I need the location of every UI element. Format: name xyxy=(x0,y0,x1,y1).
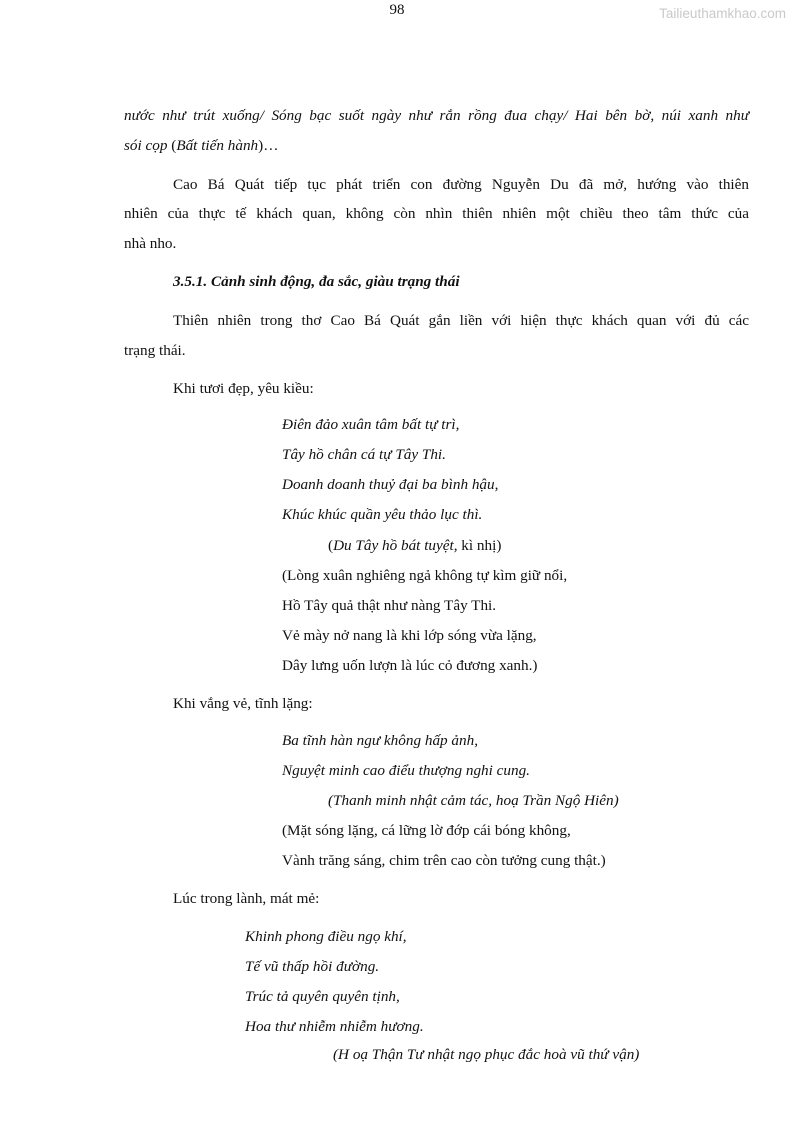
section1-translation-line: Dây lưng uốn lượn là lúc cỏ đương xanh.) xyxy=(282,657,538,674)
section1-intro: Khi tươi đẹp, yêu kiều: xyxy=(173,380,314,397)
section2-source: (Thanh minh nhật cảm tác, hoạ Trần Ngộ Hiên) xyxy=(328,792,619,809)
intro-quote-open: ( xyxy=(167,137,177,154)
section2-poem-line: Nguyệt minh cao điểu thượng nghi cung. xyxy=(282,762,530,779)
para1-line-1: Cao Bá Quát tiếp tục phát triển con đường Nguyễn Du đã mở, hướng vào thiên xyxy=(173,176,749,193)
section1-poem-line: Doanh doanh thuỷ đại ba bình hậu, xyxy=(282,476,499,493)
section1-poem-line: Khúc khúc quần yêu thảo lục thì. xyxy=(282,506,483,523)
para1-line-2: nhiên của thực tế khách quan, không còn nhìn thiên nhiên một chiều theo tâm thức của xyxy=(124,205,749,222)
section3-poem-line: Trúc tả quyên quyên tịnh, xyxy=(245,988,400,1005)
section3-poem-line: Hoa thư nhiễm nhiễm hương. xyxy=(245,1018,424,1035)
section3-poem-line: Khinh phong điều ngọ khí, xyxy=(245,928,407,945)
section1-translation-line: (Lòng xuân nghiêng ngả không tự kìm giữ nổi, xyxy=(282,567,568,584)
section1-source-title: Du Tây hồ bát tuyệt, xyxy=(333,537,458,554)
para1-line-3: nhà nho. xyxy=(124,235,177,252)
section1-translation-line: Vẻ mày nở nang là khi lớp sóng vừa lặng, xyxy=(282,627,537,644)
section3-source: (H oạ Thận Tư nhật ngọ phục đắc hoà vũ thứ vận) xyxy=(333,1046,640,1063)
section1-poem-line: Tây hồ chân cá tự Tây Thi. xyxy=(282,446,446,463)
intro-quote-source: Bất tiến hành xyxy=(176,137,259,154)
section1-source-rest: kì nhị) xyxy=(457,537,502,554)
para2-line-1: Thiên nhiên trong thơ Cao Bá Quát gắn liền với hiện thực khách quan với đủ các xyxy=(173,312,749,329)
section2-poem-line: Ba tĩnh hàn ngư không hấp ảnh, xyxy=(282,732,479,749)
section1-poem-line: Điên đảo xuân tâm bất tự trì, xyxy=(282,416,460,433)
intro-quote-italic: sói cọp xyxy=(124,137,168,154)
para2-line-2: trạng thái. xyxy=(124,342,186,359)
section1-source xyxy=(328,537,501,555)
section1-source-open: ( xyxy=(328,537,334,554)
page-number: 98 xyxy=(389,2,405,18)
section1-translation-line: Hồ Tây quả thật như nàng Tây Thi. xyxy=(282,597,497,614)
section2-translation-line: Vành trăng sáng, chim trên cao còn tưởng cung thật.) xyxy=(282,852,606,869)
section-heading: 3.5.1. Cảnh sinh động, đa sắc, giàu trạng thái xyxy=(173,273,460,290)
section3-intro: Lúc trong lành, mát mẻ: xyxy=(173,890,320,907)
section2-intro: Khi vắng vẻ, tĩnh lặng: xyxy=(173,695,313,712)
watermark: Tailieuthamkhao.com xyxy=(659,6,786,21)
intro-quote-line-1: nước như trút xuống/ Sóng bạc suốt ngày như rắn rồng đua chạy/ Hai bên bờ, núi xanh như xyxy=(124,107,749,124)
intro-quote-close: )… xyxy=(258,137,279,154)
section3-poem-line: Tế vũ thấp hồi đường. xyxy=(245,958,380,975)
section2-translation-line: (Mặt sóng lặng, cá lững lờ đớp cái bóng không, xyxy=(282,822,571,839)
intro-quote-line-2 xyxy=(124,137,278,155)
